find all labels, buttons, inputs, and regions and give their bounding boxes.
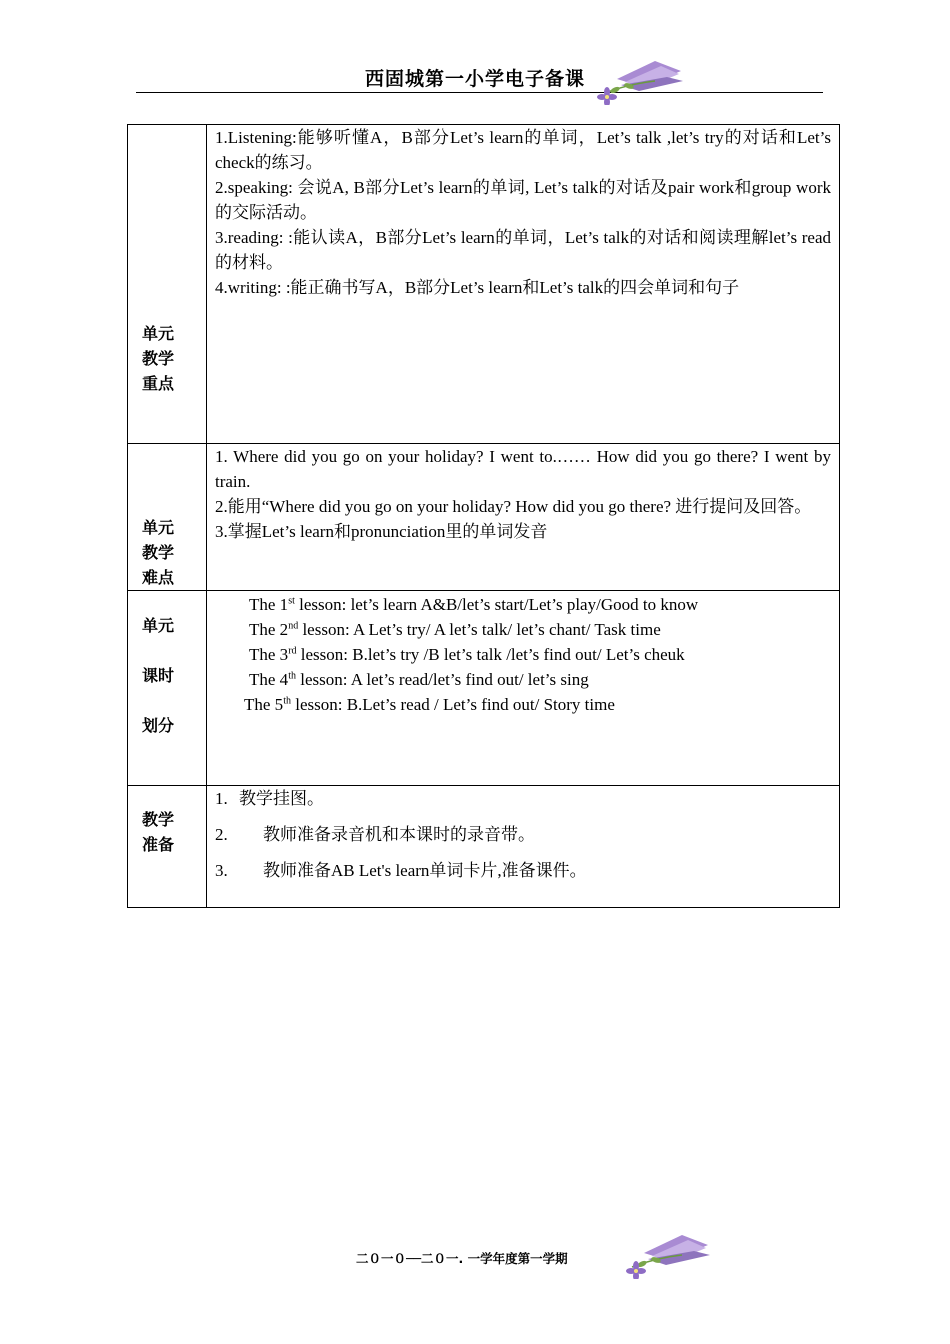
table-row (128, 125, 840, 444)
list-number: 1. (215, 789, 228, 808)
flower-decoration-icon (622, 1231, 714, 1279)
lesson-line (215, 642, 831, 667)
list-number: 2. (215, 825, 228, 844)
list-text: 教师准备录音机和本课时的录音带。 (263, 825, 535, 844)
row-content (207, 125, 840, 444)
lesson-ordinal: th (288, 670, 296, 682)
paragraph: 3.reading: :能认读A，B部分Let’s learn的单词，Let’s talk的对话和阅读理解let’s read的材料。 (215, 228, 831, 272)
paragraph: 1. Where did you go on your holiday? I went to.…… How did you go there? I went by train. (215, 447, 831, 491)
label-line: 教学 (142, 543, 175, 562)
flower-decoration-icon (595, 57, 687, 105)
lesson-line (215, 667, 831, 692)
paragraph: 3.掌握Let’s learn和pronunciation里的单词发音 (215, 522, 548, 541)
lesson-ordinal: th (283, 695, 291, 707)
lesson-text: The 5 (244, 695, 284, 714)
label-line: 教学 (142, 810, 175, 829)
lesson-line (215, 617, 831, 642)
lesson-plan-table (127, 124, 840, 908)
lesson-ordinal: nd (288, 620, 299, 632)
lesson-text: The 2 (249, 620, 289, 639)
row-label (128, 125, 207, 444)
lesson-line (215, 692, 831, 717)
lesson-text: The 1 (249, 595, 289, 614)
label-line: 划分 (142, 716, 175, 735)
lesson-text: The 4 (249, 670, 289, 689)
label-line: 难点 (142, 568, 175, 587)
table-row (128, 444, 840, 591)
label-line: 单元 (142, 616, 175, 635)
list-item (215, 858, 831, 894)
lesson-text: lesson: let’s learn A&B/let’s start/Let’s play/Good to know (294, 595, 699, 614)
list-text: 教学挂图。 (239, 789, 324, 808)
label-line: 单元 (142, 324, 175, 343)
lesson-ordinal: rd (288, 645, 297, 657)
lesson-line (215, 592, 831, 617)
header-divider (136, 92, 823, 93)
paragraph: 4.writing: :能正确书写A，B部分Let’s learn和Let’s talk的四会单词和句子 (215, 278, 740, 297)
label-line: 准备 (142, 835, 175, 854)
list-number: 3. (215, 861, 228, 880)
list-text: 教师准备AB Let's learn单词卡片,准备课件。 (263, 861, 587, 880)
label-line: 教学 (142, 349, 175, 368)
row-label (128, 444, 207, 591)
lesson-ordinal: st (288, 595, 295, 607)
paragraph: 2.能用“Where did you go on your holiday? How did you go there? 进行提问及回答。 (215, 497, 812, 516)
paragraph: 1.Listening:能够听懂A，B部分Let’s learn的单词，Let’s talk ,let’s try的对话和Let’s check的练习。 (215, 128, 831, 172)
footer-text: 二０一０──二０一. 一学年度第一学期 (356, 1251, 568, 1266)
lesson-text: lesson: A Let’s try/ A let’s talk/ let’s chant/ Task time (298, 620, 661, 639)
label-line: 单元 (142, 518, 175, 537)
lesson-text: lesson: B.Let’s read / Let’s find out/ Story time (290, 695, 615, 714)
label-line: 课时 (142, 666, 175, 685)
list-item (215, 822, 831, 858)
row-label (128, 591, 207, 786)
table-row (128, 591, 840, 786)
table-row (128, 786, 840, 908)
row-content (207, 591, 840, 786)
row-content (207, 444, 840, 591)
page-title: 西固城第一小学电子备课 (364, 68, 585, 90)
lesson-text: lesson: B.let’s try /B let’s talk /let’s find out/ Let’s cheuk (296, 645, 685, 664)
lesson-text: The 3 (249, 645, 289, 664)
row-label (128, 786, 207, 908)
label-line: 重点 (142, 374, 175, 393)
row-content (207, 786, 840, 908)
lesson-text: lesson: A let’s read/let’s find out/ let’s sing (295, 670, 589, 689)
paragraph: 2.speaking: 会说A, B部分Let’s learn的单词, Let’s talk的对话及pair work和group work的交际活动。 (215, 178, 831, 222)
list-item (215, 786, 831, 822)
